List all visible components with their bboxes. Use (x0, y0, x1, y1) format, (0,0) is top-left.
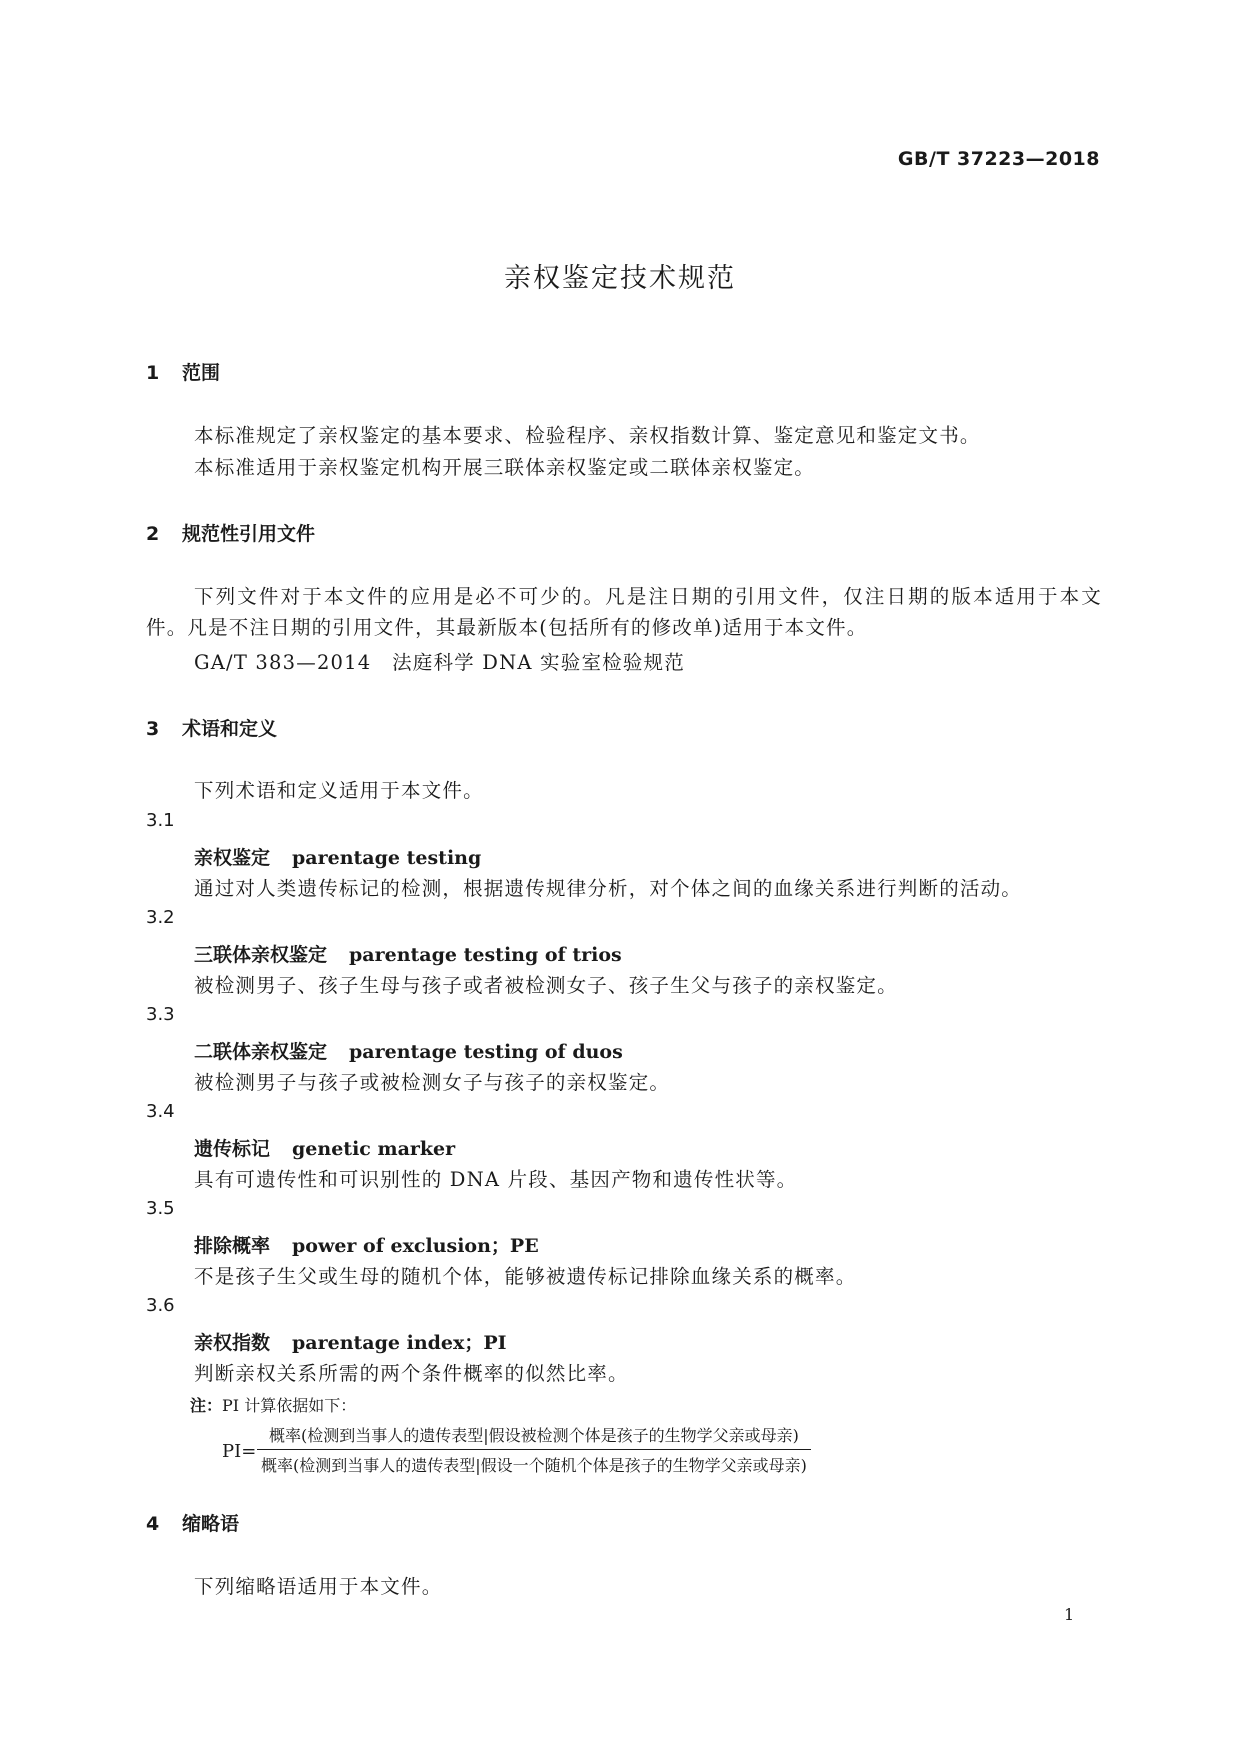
section-number: 1 (146, 362, 160, 384)
term-heading (194, 940, 622, 967)
standard-code: GB/T 37223—2018 (897, 148, 1100, 170)
note (190, 1393, 356, 1416)
normative-references-paragraph: 下列文件对于本文件的应用是必不可少的。凡是注日期的引用文件，仅注日期的版本适用于本文件。凡是不注日期的引用文件，其最新版本(包括所有的修改单)适用于本文件。 (146, 585, 1102, 639)
term-definition: 不是孩子生父或生母的随机个体，能够被遗传标记排除血缘关系的概率。 (194, 1265, 857, 1288)
section-title: 规范性引用文件 (182, 523, 316, 545)
document-title: 亲权鉴定技术规范 (504, 263, 736, 294)
page-number: 1 (1064, 1605, 1075, 1624)
section-title: 缩略语 (182, 1513, 240, 1535)
term-definition: 具有可遗传性和可识别性的 DNA 片段、基因产物和遗传性状等。 (194, 1168, 798, 1191)
section-4-heading (146, 1509, 239, 1536)
term-definition: 被检测男子与孩子或被检测女子与孩子的亲权鉴定。 (194, 1071, 671, 1094)
term-zh: 三联体亲权鉴定 (194, 944, 328, 966)
section-3-heading (146, 714, 277, 741)
term-number: 3.6 (146, 1295, 175, 1316)
term-en: parentage index；PI (292, 1332, 507, 1354)
reference-item: GA/T 383—2014 法庭科学 DNA 实验室检验规范 (194, 651, 685, 674)
formula-numerator: 概率(检测到当事人的遗传表型|假设被检测个体是孩子的生物学父亲或母亲) (269, 1426, 799, 1445)
term-zh: 排除概率 (194, 1235, 271, 1257)
term-heading (194, 1231, 539, 1258)
term-number: 3.3 (146, 1004, 175, 1025)
term-en: parentage testing of trios (349, 944, 622, 966)
term-definition: 判断亲权关系所需的两个条件概率的似然比率。 (194, 1362, 629, 1385)
term-zh: 亲权鉴定 (194, 847, 271, 869)
scope-paragraph-2: 本标准适用于亲权鉴定机构开展三联体亲权鉴定或二联体亲权鉴定。 (194, 456, 816, 479)
formula-denominator: 概率(检测到当事人的遗传表型|假设一个随机个体是孩子的生物学父亲或母亲) (261, 1456, 807, 1475)
section-number: 3 (146, 718, 160, 740)
section-number: 4 (146, 1513, 160, 1535)
term-en: parentage testing of duos (349, 1041, 623, 1063)
term-number: 3.5 (146, 1198, 175, 1219)
term-zh: 遗传标记 (194, 1138, 271, 1160)
term-zh: 二联体亲权鉴定 (194, 1041, 328, 1063)
terms-intro: 下列术语和定义适用于本文件。 (194, 779, 484, 802)
section-title: 术语和定义 (182, 718, 278, 740)
term-heading (194, 1328, 507, 1355)
section-number: 2 (146, 523, 160, 545)
term-heading (194, 1037, 623, 1064)
abbreviations-intro: 下列缩略语适用于本文件。 (194, 1575, 443, 1598)
term-definition: 通过对人类遗传标记的检测，根据遗传规律分析，对个体之间的血缘关系进行判断的活动。 (194, 877, 1023, 900)
section-1-heading (146, 358, 220, 385)
term-en: parentage testing (292, 847, 482, 869)
formula-fraction (257, 1423, 811, 1476)
note-label: 注： (190, 1396, 223, 1415)
term-en: power of exclusion；PE (292, 1235, 539, 1257)
term-number: 3.2 (146, 907, 175, 928)
formula-lhs: PI= (222, 1441, 257, 1462)
note-text: PI 计算依据如下： (222, 1396, 357, 1415)
term-definition: 被检测男子、孩子生母与孩子或者被检测女子、孩子生父与孩子的亲权鉴定。 (194, 974, 898, 997)
term-number: 3.4 (146, 1101, 175, 1122)
term-heading (194, 1134, 455, 1161)
term-zh: 亲权指数 (194, 1332, 271, 1354)
term-number: 3.1 (146, 810, 175, 831)
section-2-heading (146, 519, 315, 546)
term-heading (194, 843, 481, 870)
section-title: 范围 (182, 362, 221, 384)
scope-paragraph-1: 本标准规定了亲权鉴定的基本要求、检验程序、亲权指数计算、鉴定意见和鉴定文书。 (194, 424, 981, 447)
term-en: genetic marker (292, 1138, 456, 1160)
